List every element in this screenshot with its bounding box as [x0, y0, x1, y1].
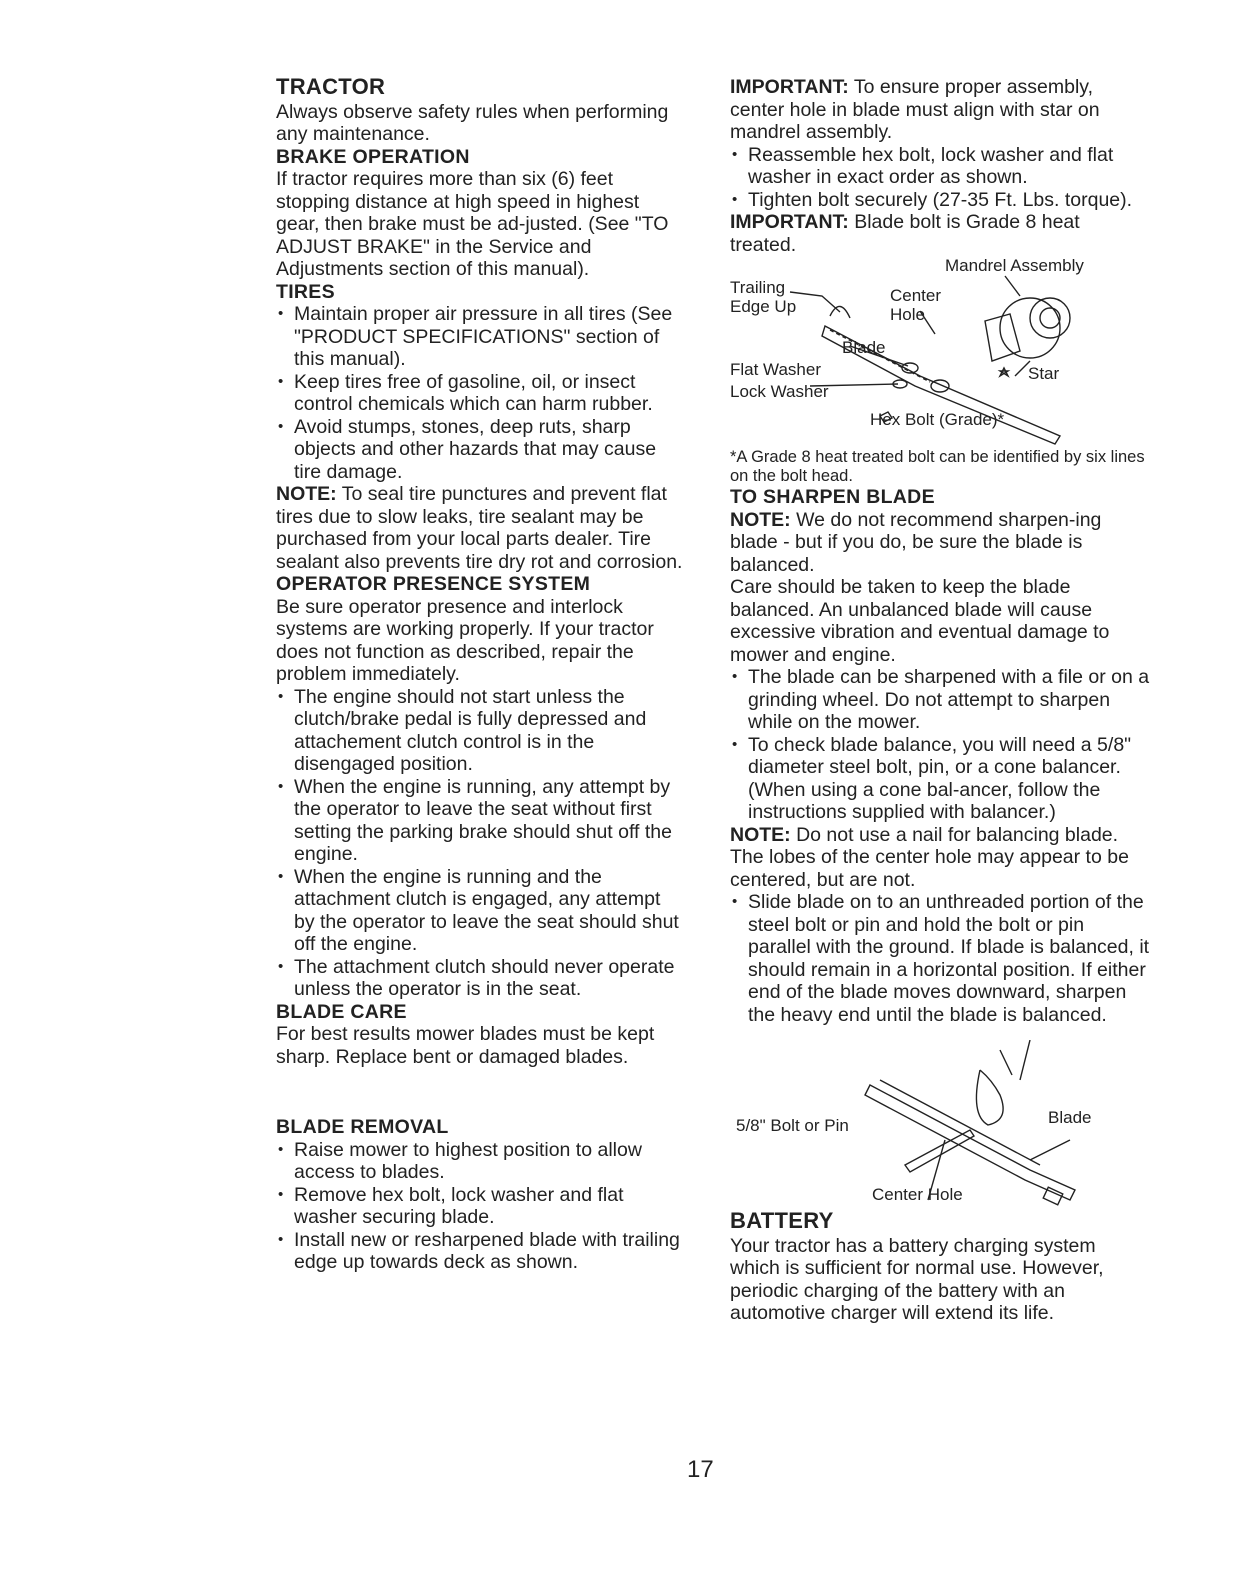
- blade-assembly-figure: [730, 256, 1150, 448]
- sharpen-note-2: [730, 824, 1150, 892]
- blade-label: Blade: [1048, 1108, 1092, 1127]
- important-label: IMPORTANT:: [730, 211, 849, 233]
- list-item: • Reassemble hex bolt, lock washer and flat washer in exact order as shown.: [730, 144, 1150, 189]
- star-label: Star: [1028, 364, 1060, 383]
- brake-heading: BRAKE OPERATION: [276, 145, 470, 168]
- note-label: NOTE:: [730, 823, 791, 846]
- sharpen-note: [730, 509, 1150, 577]
- important-text: Blade bolt is Grade 8 heat treated.: [730, 211, 1080, 256]
- list-item: • Install new or resharpened blade with trailing edge up towards deck as shown.: [276, 1229, 686, 1274]
- reassemble-list: [730, 144, 1150, 212]
- sharpen-text: Care should be taken to keep the blade balanced. An unbalanced blade will cause excessive vibration and eventual damage to mower and engine.: [730, 576, 1110, 666]
- blade-removal-heading: BLADE REMOVAL: [276, 1116, 449, 1138]
- note-text: Do not use a nail for balancing blade. The lobes of the center hole may appear to be centered, but are not.: [730, 823, 1129, 891]
- battery-text: Your tractor has a battery charging system which is sufficient for normal use. However, periodic charging of the battery with an automotive charger will extend its life.: [730, 1234, 1104, 1324]
- flat-washer-label: Flat Washer: [730, 360, 822, 379]
- note-text: We do not recommend sharpen-ing blade - but if you do, be sure the blade is balanced.: [730, 508, 1102, 576]
- important-bolt: [730, 211, 1150, 256]
- tires-note: [276, 483, 686, 573]
- center-hole-label: Center Hole: [872, 1185, 963, 1204]
- list-item: • Raise mower to highest position to allow access to blades.: [276, 1139, 686, 1184]
- mandrel-label: Mandrel Assembly: [945, 256, 1084, 275]
- list-item: • Remove hex bolt, lock washer and flat washer securing blade.: [276, 1184, 686, 1229]
- ops-heading: OPERATOR PRESENCE SYSTEM: [276, 573, 591, 595]
- important-text: To ensure proper assembly, center hole in blade must align with star on mandrel assembly.: [730, 76, 1100, 143]
- left-column: [276, 76, 686, 1274]
- blade-removal-list: [276, 1139, 686, 1274]
- hex-bolt-label: Hex Bolt (Grade)*: [870, 410, 1005, 429]
- list-item: • Tighten bolt securely (27-35 Ft. Lbs. torque).: [730, 189, 1150, 212]
- list-item: • The blade can be sharpened with a file or on a grinding wheel. Do not attempt to sharpen while on the mower.: [730, 666, 1150, 734]
- ops-intro: Be sure operator presence and interlock systems are working properly. If your tractor does not function as described, repair the problem immediately.: [276, 595, 654, 685]
- tires-list: [276, 303, 686, 483]
- list-item: • When the engine is running, any attempt by the operator to leave the seat without first setting the parking brake should shut off the engine.: [276, 776, 686, 866]
- note-text: To seal tire punctures and prevent flat tires due to slow leaks, tire sealant may be purchased from your local parts dealer. Tire sealant also prevents tire dry rot and corrosion.: [276, 483, 683, 573]
- page-number: 17: [687, 1456, 714, 1483]
- center-label-2: Hole: [890, 305, 925, 324]
- battery-heading: BATTERY: [730, 1208, 834, 1233]
- grade8-footnote: *A Grade 8 heat treated bolt can be identified by six lines on the bolt head.: [730, 448, 1145, 485]
- sharpen-heading: TO SHARPEN BLADE: [730, 486, 935, 508]
- list-item: • When the engine is running and the attachment clutch is engaged, any attempt by the operator to leave the seat should shut off the engine.: [276, 866, 686, 956]
- list-item: • The engine should not start unless the clutch/brake pedal is fully depressed and attachement clutch control is in the disengaged position.: [276, 686, 686, 776]
- list-item: • Keep tires free of gasoline, oil, or insect control chemicals which can harm rubber.: [276, 371, 686, 416]
- center-label: Center: [890, 286, 942, 305]
- lock-washer-label: Lock Washer: [730, 382, 829, 401]
- tractor-heading: TRACTOR: [276, 74, 386, 99]
- ops-list: [276, 686, 686, 1001]
- sharpen-list-2: [730, 891, 1150, 1026]
- note-label: NOTE:: [276, 483, 337, 505]
- brake-text: If tractor requires more than six (6) feet stopping distance at high speed in highest gear, then brake must be ad-justed. (See "TO ADJUST BRAKE" in the Service and Adjustments section of this manual).: [276, 168, 669, 280]
- important-label: IMPORTANT:: [730, 76, 849, 98]
- blade-care-heading: BLADE CARE: [276, 1000, 407, 1023]
- tractor-intro: Always observe safety rules when performing any maintenance.: [276, 100, 669, 145]
- list-item: • To check blade balance, you will need a 5/8" diameter steel bolt, pin, or a cone balancer. (When using a cone bal-ancer, follow the instructions supplied with balancer.): [730, 734, 1150, 824]
- tires-heading: TIRES: [276, 280, 335, 303]
- trailing-label-2: Edge Up: [730, 297, 797, 316]
- balance-figure: [730, 1040, 1150, 1210]
- right-column: [730, 76, 1150, 1325]
- blade-care-text: For best results mower blades must be kept sharp. Replace bent or damaged blades.: [276, 1023, 655, 1068]
- important-assembly: [730, 76, 1150, 144]
- blade-label: Blade: [842, 338, 886, 357]
- list-item: • Maintain proper air pressure in all tires (See "PRODUCT SPECIFICATIONS" section of this manual).: [276, 303, 686, 371]
- sharpen-list: [730, 666, 1150, 824]
- note-label: NOTE:: [730, 508, 791, 531]
- list-item: • Avoid stumps, stones, deep ruts, sharp objects and other hazards that may cause tire damage.: [276, 416, 686, 484]
- list-item: • Slide blade on to an unthreaded portion of the steel bolt or pin and hold the bolt or pin parallel with the ground. If blade is balanced, it should remain in a horizontal position. If either end of the blade moves downward, sharpen the heavy end until the blade is balanced.: [730, 891, 1150, 1026]
- trailing-label: Trailing: [730, 278, 786, 297]
- list-item: • The attachment clutch should never operate unless the operator is in the seat.: [276, 956, 686, 1001]
- bolt-label: 5/8" Bolt or Pin: [736, 1116, 849, 1135]
